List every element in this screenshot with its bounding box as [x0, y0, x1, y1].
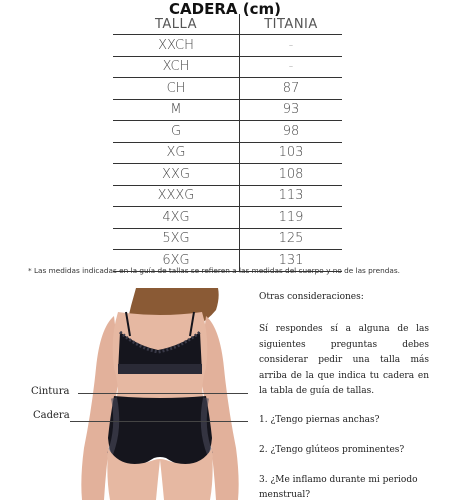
table-row [113, 142, 342, 164]
size-cell: XG [113, 142, 240, 164]
table-row [113, 35, 342, 57]
notes-intro: Sí respondes sí a alguna de las siguientes preguntas debes considerar pedir una talla más arriba de la que indica tu cadera en la tabla de guía de tallas. [259, 324, 429, 396]
hip-value-cell: 108 [240, 164, 343, 186]
size-cell: G [113, 121, 240, 143]
header-talla: TALLA [113, 14, 240, 35]
hip-value-cell: 98 [240, 121, 343, 143]
hip-label: Cadera [33, 410, 70, 421]
table-row [113, 121, 342, 143]
hip-value-cell: 119 [240, 207, 343, 229]
hip-line [70, 421, 248, 422]
table-header-row [113, 14, 342, 35]
size-cell: M [113, 99, 240, 121]
table-row [113, 56, 342, 78]
footnote: * Las medidas indicadas en la guía de tallas se refieren a las medidas del cuerpo y no de las prendas. [28, 266, 400, 275]
table-row [113, 207, 342, 229]
table-row [113, 185, 342, 207]
table-row [113, 164, 342, 186]
table-body [113, 35, 342, 272]
hip-value-cell: 87 [240, 78, 343, 100]
size-table [113, 14, 342, 272]
model-photo [70, 288, 250, 500]
bralette-band [118, 364, 202, 374]
size-cell: XXXG [113, 185, 240, 207]
hip-value-cell: - [240, 56, 343, 78]
size-cell: 4XG [113, 207, 240, 229]
size-cell: XCH [113, 56, 240, 78]
waist-line [78, 393, 248, 394]
header-titania: TITANIA [264, 16, 318, 32]
hip-value-cell: 93 [240, 99, 343, 121]
size-cell: XXG [113, 164, 240, 186]
size-cell: 5XG [113, 228, 240, 250]
size-cell: 6XG [113, 250, 240, 272]
size-cell: XXCH [113, 35, 240, 57]
size-cell: CH [113, 78, 240, 100]
table-row [113, 228, 342, 250]
question-1: 1. ¿Tengo piernas anchas? [259, 415, 380, 425]
waist-label: Cintura [31, 386, 70, 397]
question-2: 2. ¿Tengo glúteos prominentes? [259, 445, 405, 455]
chart-title: CADERA (cm) [169, 0, 281, 18]
notes-heading: Otras consideraciones: [259, 292, 364, 302]
hip-value-cell: - [240, 35, 343, 57]
hip-value-cell: 113 [240, 185, 343, 207]
question-3: 3. ¿Me inflamo durante mi periodo menstrual? [259, 475, 418, 500]
hip-value-cell: 125 [240, 228, 343, 250]
table-row [113, 78, 342, 100]
hip-value-cell: 131 [240, 250, 343, 272]
brief [108, 396, 212, 470]
hip-value-cell: 103 [240, 142, 343, 164]
table-row [113, 99, 342, 121]
